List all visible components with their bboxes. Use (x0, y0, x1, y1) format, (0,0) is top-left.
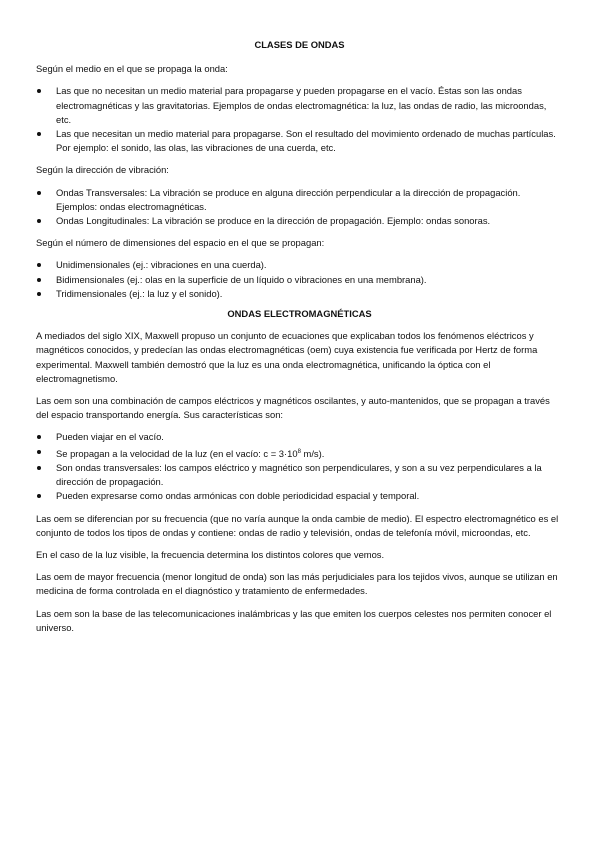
exponent: 8 (297, 448, 301, 455)
paragraph-intro: A mediados del siglo XIX, Maxwell propuso un conjunto de ecuaciones que explicaban todos los fenómenos eléctricos y magnéticos conocidos, y predecían las ondas electromagnéticas (oem) cuya existencia fue verificada por Hertz de forma experimental. Maxwell también demostró que la luz es una onda electromagnética, unificando la óptica con el electromagnetismo. (36, 330, 538, 384)
list-item: Tridimensionales (ej.: la luz y el sonido). (36, 287, 563, 301)
list-item: Unidimensionales (ej.: vibraciones en una cuerda). (36, 258, 563, 272)
bullet-icon (37, 466, 41, 470)
paragraph-telecom: Las oem son la base de las telecomunicaciones inalámbricas y las que emiten los cuerpos celestes nos permiten conocer el universo. (36, 607, 552, 633)
bullet-icon (37, 132, 41, 136)
list-item: Ondas Transversales: La vibración se produce en alguna dirección perpendicular a la dirección de propagación. Ejemplos: ondas electromagnéticas. (36, 186, 563, 214)
bullet-icon (37, 494, 41, 498)
bullet-icon (37, 435, 41, 439)
list-item: Son ondas transversales: los campos eléctrico y magnético son perpendiculares, y son a su vez perpendiculares a la dirección de propagación. (36, 461, 563, 489)
em-features-list (36, 430, 563, 503)
section-heading-medium: Según el medio en el que se propaga la onda: (36, 63, 228, 75)
dimensions-list (36, 258, 563, 301)
paragraph-harm: Las oem de mayor frecuencia (menor longitud de onda) son las más perjudiciales para los tejidos vivos, aunque se utilizan en medicina de forma controlada en el diagnóstico y tratamiento de enfermedades. (36, 571, 558, 597)
paragraph-visible-light: En el caso de la luz visible, la frecuencia determina los distintos colores que vemos. (36, 549, 385, 561)
bullet-icon (37, 191, 41, 195)
list-item: Pueden viajar en el vacío. (36, 430, 563, 444)
section-heading-dimensions: Según el número de dimensiones del espacio en el que se propagan: (36, 237, 325, 249)
list-item: Bidimensionales (ej.: olas en la superficie de un líquido o vibraciones en una membrana). (36, 273, 563, 287)
medium-list (36, 84, 563, 155)
bullet-icon (37, 292, 41, 296)
bullet-icon (37, 89, 41, 93)
paragraph-frequency: Las oem se diferencian por su frecuencia (que no varía aunque la onda cambie de medio). El espectro electromagnético es el conjunto de todos los tipos de ondas y contiene: ondas de radio y televisión, ondas de telefonía móvil, microondas, etc. (36, 512, 559, 538)
section-title-em: ONDAS ELECTROMAGNÉTICAS (227, 308, 372, 320)
bullet-icon (37, 450, 41, 454)
section-heading-vibration: Según la dirección de vibración: (36, 164, 169, 176)
paragraph-combination: Las oem son una combinación de campos eléctricos y magnéticos oscilantes, y auto-mantenidos, que se propagan a través del espacio transportando energía. Sus características son: (36, 395, 550, 421)
list-item: Las que no necesitan un medio material para propagarse y pueden propagarse en el vacío. Éstas son las ondas electromagnéticas y las gravitatorias. Ejemplos de ondas electromagnética: la luz, las ondas de radio, las microondas, etc. (36, 84, 563, 127)
bullet-icon (37, 219, 41, 223)
list-item: Ondas Longitudinales: La vibración se produce en la dirección de propagación. Ejemplo: ondas sonoras. (36, 214, 563, 228)
vibration-list (36, 186, 563, 229)
list-item: Pueden expresarse como ondas armónicas con doble periodicidad espacial y temporal. (36, 489, 563, 503)
list-item: Las que necesitan un medio material para propagarse. Son el resultado del movimiento ordenado de muchas partículas. Por ejemplo: el sonido, las olas, las vibraciones de una cuerda, etc. (36, 127, 563, 155)
bullet-icon (37, 263, 41, 267)
list-item: Se propagan a la velocidad de la luz (en el vacío: $c = 3\cdot 10^8$ m/s). (36, 445, 563, 461)
bullet-icon (37, 278, 41, 282)
page-title: CLASES DE ONDAS (254, 39, 345, 50)
